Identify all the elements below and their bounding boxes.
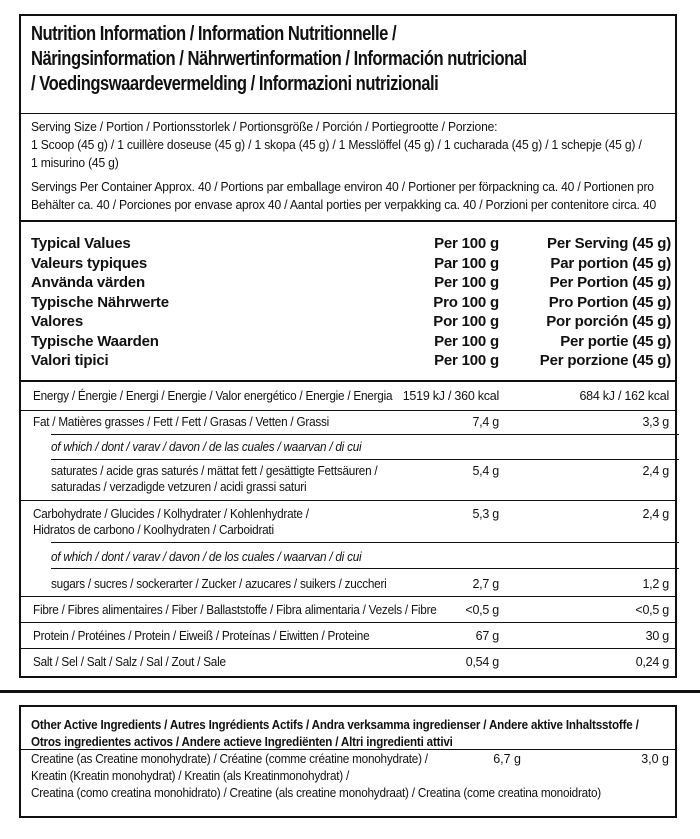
divider: [21, 410, 675, 411]
carb-of-which-label: of which / dont / varav / davon / de los cuales / waarvan / di cui: [51, 550, 362, 564]
divider: [51, 459, 679, 460]
sugars-per-serving: 1,2 g: [642, 577, 669, 591]
serving-size-line: 1 Scoop (45 g) / 1 cuillère doseuse (45 g) / 1 skopa (45 g) / 1 Messlöffel (45 g) / 1 cucharada (45 g) / 1 schepje (45 g) /: [31, 137, 642, 152]
other-ingredients-title-line-1: Other Active Ingredients / Autres Ingrédients Actifs / Andra verksamma ingredienser / Andere aktive Inhaltsstoffe /: [31, 718, 639, 732]
divider: [21, 113, 675, 114]
saturates-label-line-2: saturadas / verzadigde vetzuren / acidi grassi saturi: [51, 480, 307, 494]
creatine-per-serving: 3,0 g: [641, 752, 669, 766]
fibre-label: Fibre / Fibres alimentaires / Fiber / Ballaststoffe / Fibra alimentaria / Vezels / Fibre: [33, 603, 437, 617]
carbohydrate-per-100: 5,3 g: [472, 507, 499, 521]
per-100-label: Par 100 g: [434, 254, 499, 272]
fat-per-serving: 3,3 g: [642, 415, 669, 429]
other-ingredients-panel: [19, 705, 677, 818]
sugars-label: sugars / sucres / sockerarter / Zucker / azucares / suikers / zuccheri: [51, 577, 387, 591]
energy-per-100: 1519 kJ / 360 kcal: [402, 389, 499, 403]
divider: [21, 648, 675, 649]
per-serving-label: Per Portion (45 g): [549, 274, 671, 291]
carbohydrate-label-line-1: Carbohydrate / Glucides / Kolhydrater / Kohlenhydrate /: [33, 507, 309, 521]
creatine-label-line-3: Creatina (como creatina monohidrato) / Creatine (als creatine monohydraat) / Creatina (come creatina monoidrato): [31, 786, 601, 800]
divider: [51, 568, 679, 569]
per-serving-label: Per portie (45 g): [560, 332, 671, 350]
typical-values-label: Valores: [31, 313, 83, 330]
typical-values-label: Typische Waarden: [31, 332, 159, 350]
fat-per-100: 7,4 g: [472, 415, 499, 429]
energy-per-serving: 684 kJ / 162 kcal: [579, 389, 669, 403]
per-serving-label: Per porzione (45 g): [539, 352, 671, 369]
typical-values-label: Använda värden: [31, 274, 145, 291]
energy-label: Energy / Énergie / Energi / Energie / Valor energético / Energie / Energia: [33, 389, 393, 403]
saturates-per-serving: 2,4 g: [642, 464, 669, 478]
fat-label: Fat / Matières grasses / Fett / Fett / Grasas / Vetten / Grassi: [33, 415, 330, 429]
creatine-label-line-1: Creatine (as Creatine monohydrate) / Créatine (comme créatine monohydrate) /: [31, 752, 428, 766]
divider: [51, 434, 679, 435]
serving-size-line: Serving Size / Portion / Portionsstorlek / Portionsgröße / Porción / Portiegrootte / Porzione:: [31, 119, 498, 134]
carbohydrate-per-serving: 2,4 g: [642, 507, 669, 521]
per-serving-label: Par portion (45 g): [550, 254, 671, 272]
creatine-per-100: 6,7 g: [493, 752, 521, 766]
per-serving-label: Pro Portion (45 g): [548, 293, 671, 311]
per-100-label: Pro 100 g: [433, 293, 499, 311]
fat-of-which-label: of which / dont / varav / davon / de las cuales / waarvan / di cui: [51, 440, 362, 454]
divider: [21, 596, 675, 597]
per-100-label: Por 100 g: [433, 313, 499, 330]
protein-per-100: 67 g: [475, 629, 499, 643]
saturates-label-line-1: saturates / acide gras saturés / mättat fett / gesättigte Fettsäuren /: [51, 464, 378, 478]
divider: [21, 220, 675, 222]
salt-per-serving: 0,24 g: [635, 655, 669, 669]
per-100-label: Per 100 g: [434, 235, 499, 252]
divider: [21, 500, 675, 501]
saturates-per-100: 5,4 g: [472, 464, 499, 478]
serving-size-line: 1 misurino (45 g): [31, 155, 119, 170]
divider: [21, 380, 675, 382]
typical-values-label: Typical Values: [31, 235, 131, 252]
sugars-per-100: 2,7 g: [472, 577, 499, 591]
protein-label: Protein / Protéines / Protein / Eiweiß / Proteínas / Eiwitten / Proteine: [33, 629, 370, 643]
title-line-1: Nutrition Information / Information Nutritionnelle /: [31, 23, 397, 45]
divider: [51, 542, 679, 543]
title-line-2: Näringsinformation / Nährwertinformation / Información nutricional: [31, 48, 527, 70]
per-100-label: Per 100 g: [434, 274, 499, 291]
per-100-label: Per 100 g: [434, 352, 499, 369]
servings-per-container-line: Behälter ca. 40 / Porciones por envase aprox 40 / Aantal porties per verpakking ca. 40 / Porzioni per contenitore circa. 40: [31, 197, 656, 212]
divider: [21, 749, 675, 750]
nutrition-panel: [19, 14, 677, 678]
typical-values-label: Valori tipici: [31, 352, 109, 369]
salt-label: Salt / Sel / Salt / Salz / Sal / Zout / Sale: [33, 655, 226, 669]
protein-per-serving: 30 g: [645, 629, 669, 643]
other-ingredients-title-line-2: Otros ingredientes activos / Andere actieve Ingrediënten / Altri ingredienti attivi: [31, 735, 453, 749]
typical-values-label: Valeurs typiques: [31, 254, 148, 272]
fibre-per-serving: <0,5 g: [635, 603, 669, 617]
separator-band: [0, 690, 700, 693]
other-ingredients-title: [31, 717, 663, 751]
per-serving-label: Per Serving (45 g): [547, 235, 671, 252]
typical-values-label: Typische Nährwerte: [31, 293, 169, 311]
title-line-3: / Voedingswaardevermelding / Informazioni nutrizionali: [31, 73, 439, 95]
carbohydrate-label-line-2: Hidratos de carbono / Koolhydraten / Carboidrati: [33, 523, 274, 537]
per-serving-label: Por porción (45 g): [546, 313, 671, 330]
servings-per-container-line: Servings Per Container Approx. 40 / Portions par emballage environ 40 / Portioner per förpackning ca. 40 / Portionen pro: [31, 179, 654, 194]
divider: [21, 622, 675, 623]
creatine-label-line-2: Kreatin (Kreatin monohydrat) / Kreatin (als Kreatinmonohydrat) /: [31, 769, 350, 783]
salt-per-100: 0,54 g: [465, 655, 499, 669]
per-100-label: Per 100 g: [434, 332, 499, 350]
fibre-per-100: <0,5 g: [465, 603, 499, 617]
